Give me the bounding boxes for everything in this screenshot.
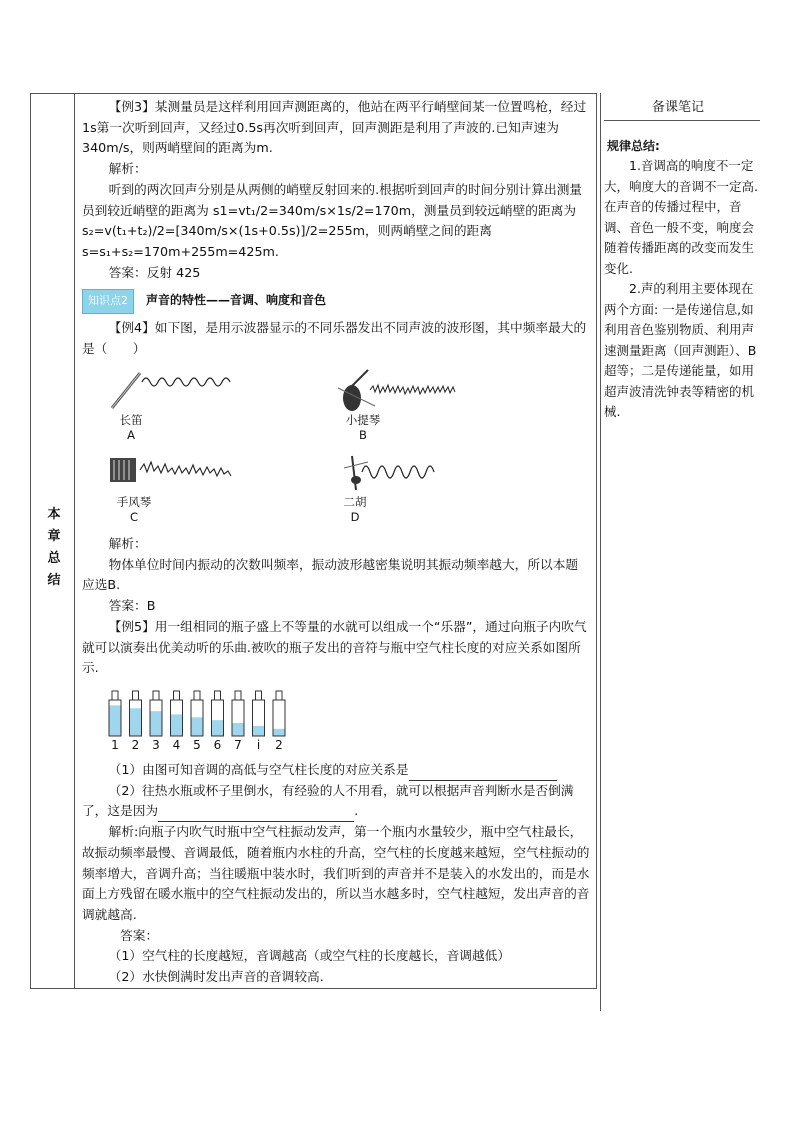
flute-waveform [142,378,230,386]
example-5-answer-2: （2）水快倒满时发出声音的音调较高. [108,969,324,985]
bottle-water [233,723,244,736]
instrument-a-label: 长笛 A [119,413,143,442]
bottle-note-label: 1 [111,738,119,752]
instrument-b-label: 小提琴 B [345,413,381,442]
bottles-figure [107,688,297,738]
accordion-waveform [140,462,231,476]
side-label: 本 章 总 结 [47,507,61,588]
content-3 [82,760,590,988]
knowledge-badge: 知识点2 [82,289,134,314]
bottle-8 [253,691,265,736]
example-4-jiexi: 解析： [108,536,147,551]
instrument-d-label: 二胡 D [343,495,367,524]
flute-icon [112,373,140,408]
example-3-analysis: 听到的两次回声分别是从两侧的峭壁反射回来的.根据听到回声的时间分别计算出测量员到较近峭壁的距离为 s1=vt₁/2=340m/s×1s/2=170m，测量员到较远峭壁的距离为 s₂=v(t₁+t₂)/2=[340m/s×(1s+0.5s)]/2=255m，则两峭壁之间的距离s=s₁+s₂=170m+255m=425m. [82,181,583,259]
bottle-note-label: 2 [131,738,140,752]
instrument-figure [100,368,500,538]
q2-blank[interactable] [158,809,354,822]
bottle-2 [130,691,142,736]
bottle-water [151,711,162,736]
notes-header: 备课笔记 [652,100,705,115]
bottle-water [171,714,182,736]
content-2 [82,534,590,679]
example-4-analysis: 物体单位时间内振动的次数叫频率，振动波形越密集说明其振动频率越大，所以本题应选B. [82,556,579,593]
bottle-5 [191,691,203,736]
knowledge-point-header [82,289,590,314]
notes-divider [600,93,601,1011]
notes-rule [604,120,760,121]
bottle-water [253,726,264,736]
bottle-water [130,708,141,736]
bottle-note-label: 3 [152,738,160,752]
notes-para-2: 2.声的利用主要体现在两个方面: 一是传递信息,如利用音色鉴别物质、利用声速测量距离（回声测距）、B超等；二是传递能量，如用超声波清洗钟表等精密的机械. [604,281,757,419]
bottle-water [212,720,223,736]
side-column [31,94,75,988]
erhu-waveform [362,466,434,478]
example-5-q2: （2）往热水瓶或杯子里倒水，有经验的人不用看，就可以根据声音判断水是否倒满了，这是因为 . [82,781,590,822]
notes-title: 规律总结: [607,139,660,153]
example-3-jiexi: 解析： [108,161,147,177]
example-5-analysis: 解析:向瓶子内吹气时瓶中空气柱振动发声，第一个瓶内水量较少，瓶中空气柱最长，故振动频率最慢、音调最低，随着瓶内水柱的升高，空气柱的长度越来越短，空气柱振动的频率增大，音调升高；当往暖瓶中装水时，我们听到的声音并不是装入的水发出的，而是水面上方残留在暖水瓶中的空气柱振动发出的，所以当水越多时，空气柱越短，发出声音的音调就越高. [82,824,590,922]
bottle-note-label: 2 [275,738,283,752]
erhu-icon [344,456,368,490]
example-5-answer-1: （1）空气柱的长度越短，音调越高（或空气柱的长度越长，音调越低） [108,948,511,964]
bottle-1 [109,691,121,736]
bottle-note-label: i [256,738,261,752]
example-4-answer: 答案：B [108,598,156,614]
q1-blank[interactable] [409,768,557,781]
bottle-9 [273,691,285,736]
bottle-6 [212,691,224,736]
content [82,97,590,359]
example-3-answer: 答案：反射 425 [108,264,201,280]
bottle-note-label: 6 [213,738,222,752]
bottle-note-label: 5 [193,738,201,752]
violin-waveform [370,385,455,394]
accordion-icon [110,458,136,482]
bottle-7 [232,691,244,736]
example-5-question: 【例5】用一组相同的瓶子盛上不等量的水就可以组成一个“乐器”，通过向瓶子内吹气就可以演奏出优美动听的乐曲.被吹的瓶子发出的音符与瓶中空气柱长度的对应关系如图所示. [82,618,587,676]
notes-para-1: 1.音调高的响度不一定大，响度大的音调不一定高.在声音的传播过程中，音调、音色一般不变，响度会随着传播距离的改变而发生变化. [604,158,758,276]
notes-text [604,156,758,423]
violin-icon [338,370,375,411]
bottle-water [192,717,203,736]
bottle-note-label: 7 [234,738,242,752]
example-3-question: 【例3】某测量员是这样利用回声测距离的，他站在两平行峭壁间某一位置鸣枪，经过1s第一次听到回声，又经过0.5s再次听到回声，回声测距是利用了声波的.已知声速为340m/s，则两峭壁间的距离为m. [82,99,587,156]
example-4-question: 【例4】如下图，是用示波器显示的不同乐器发出不同声波的波形图，其中频率最大的是（ ） [82,320,587,356]
instrument-c-label: 手风琴 C [116,495,152,524]
knowledge-title: 声音的特性——音调、响度和音色 [146,293,327,308]
example-5-q1: （1）由图可知音调的高低与空气柱长度的对应关系是 [82,760,590,781]
bottle-water [110,705,121,736]
bottle-3 [150,691,162,736]
example-5-answer-label: 答案： [120,927,159,943]
bottle-4 [171,691,183,736]
bottle-note-label: 4 [172,738,181,752]
bottle-water [274,729,285,736]
